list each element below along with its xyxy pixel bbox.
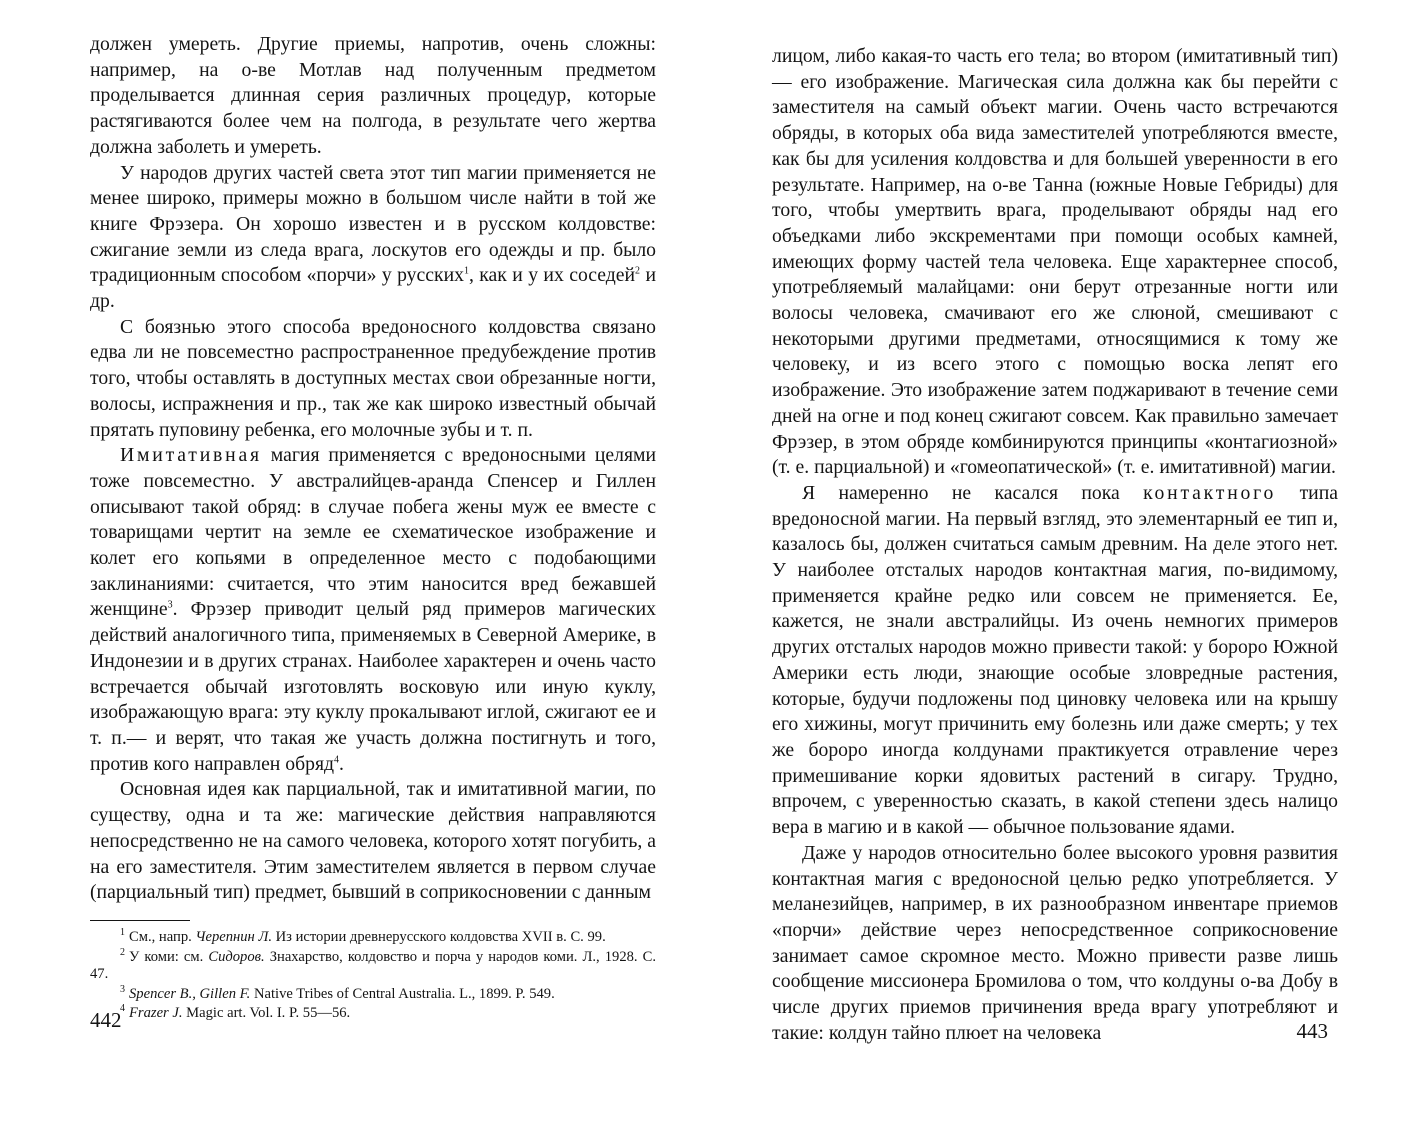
left-page xyxy=(90,0,656,1032)
footnote-ref: 3 xyxy=(167,599,173,611)
spaced-emphasis: контактного xyxy=(1143,481,1277,504)
right-page-number: 443 xyxy=(1296,1019,1328,1043)
footnote-number: 2 xyxy=(120,946,125,958)
footnote xyxy=(90,929,656,947)
text-run: . xyxy=(339,752,344,775)
footnote-ref: 4 xyxy=(334,754,340,766)
paragraph xyxy=(90,777,656,906)
text-run: Даже у народов относительно более высокого уровня развития контактная магия с вредоносной целью редко употребляется. У меланезийцев, например, в их разнообразном инвентаре приемов «порчи» действие через непосредственное соприкосновение занимает самое скромное место. Можно привести разве лишь сообщение миссионера Бромилова о том, что колдуны о-ва Добу в числе других приемов причинения вреда врагу употребляют и такие: колдун тайно плюет на человека xyxy=(772,841,1338,1044)
text-run: Знахарство, колдовство и порча у народов коми. Л., 1928. С. 47. xyxy=(90,948,656,983)
text-run: , как и у их соседей xyxy=(468,264,636,287)
footnote xyxy=(90,946,656,984)
text-run: Я намеренно не касался пока xyxy=(802,481,1144,504)
footnote-ref: 1 xyxy=(463,265,469,277)
footnote-ref: 2 xyxy=(635,265,641,277)
text-run: лицом, либо какая-то часть его тела; во втором (имитативный тип) — его изображение. Магическая сила должна как бы перейти с заместителя на самый объект магии. Очень часто встречаются обряды, в которых оба вида заместителей употребляются вместе, как бы для усиления колдовства и для большей уверенности в его результате. Например, на о-ве Танна (южные Новые Гебриды) для того, чтобы умертвить врага, проделывают обряды над его объедками либо экскрементами при помощи особых камней, имеющих форму частей тела человека. Еще характернее способ, употребляемый малайцами: они берут отрезанные ногти или волосы человека, смачивают его же слюной, смешивают с некоторыми другими предметами, относящимися к тому же человеку, и из всего этого с помощью воска лепят его изображение. Это изображение затем поджаривают в течение семи дней на огне и под конец сжигают совсем. Как правильно замечает Фрэзер, в этом обряде комбинируются принципы «контагиозной» (т. е. парциальной) и «гомеопатической» (т. е. имитативной) магии. xyxy=(772,45,1338,479)
paragraph xyxy=(90,443,656,777)
text-run: У народов других частей света этот тип магии применяется не менее широко, примеры можно в большом числе найти в той же книге Фрэзера. Он хорошо известен и в русском колдовстве: сжигание земли из следа врага, лоскутов его одежды и пр. было традиционным способом «порчи» у русских xyxy=(90,161,656,287)
footnotes xyxy=(90,920,656,1023)
right-page xyxy=(772,0,1338,1046)
left-page-number: 442 xyxy=(90,1008,122,1032)
text-run: типа вредоносной магии. На первый взгляд, это элементарный ее тип и, казалось бы, должен считаться самым древним. На деле этого нет. У наиболее отсталых народов контактная магия, по-видимому, применяется крайне редко или совсем не применяется. Ее, кажется, не знали австралийцы. Из очень немногих примеров других отсталых народов можно привести такой: у бороро Южной Америки есть люди, знающие особые зловредные растения, которые, будучи подложены под циновку человека или на крышу его хижины, могут причинить ему болезнь или даже смерть; у тех же бороро иногда колдунами практикуется отравление через примешивание корки ядовитых растений в сигару. Трудно, впрочем, с уверенностью сказать, в какой степени здесь налицо вера в магию и в какой — обычное пользование ядами. xyxy=(772,481,1338,839)
text-run: магия применяется с вредоносными целями тоже повсеместно. У австралийцев-аранда Спенсер и Гиллен описывают такой обряд: в случае побега жены муж ее вместе с товарищами чертит на земле ее схематическое изображение и колет его копьями в определенное место с подобающими заклинаниями: считается, что этим наносится вред бежавшей женщине xyxy=(90,444,656,621)
italic-author: Spencer B., Gillen F. xyxy=(129,985,251,1002)
paragraph xyxy=(90,315,656,444)
italic-author: Черепнин Л. xyxy=(195,928,272,945)
paragraph xyxy=(772,841,1338,1047)
text-run: Из истории древнерусского колдовства XVII в. С. 99. xyxy=(271,928,606,945)
italic-author: Frazer J. xyxy=(129,1005,183,1022)
footnote xyxy=(90,1005,656,1023)
text-run: У коми: см. xyxy=(129,948,209,965)
text-run: Magic art. Vol. I. P. 55—56. xyxy=(182,1005,351,1022)
text-run: См., напр. xyxy=(129,928,196,945)
text-run: С боязнью этого способа вредоносного колдовства связано едва ли не повсеместно распространенное предубеждение против того, чтобы оставлять в доступных местах свои обрезанные ногти, волосы, испражнения и пр., так же как широко известный обычай прятать пуповину ребенка, его молочные зубы и т. п. xyxy=(90,315,656,441)
right-body-text xyxy=(772,44,1338,1046)
footnote-list xyxy=(90,929,656,1023)
text-run: и др. xyxy=(90,264,656,313)
paragraph xyxy=(90,32,656,161)
paragraph xyxy=(772,481,1338,841)
footnote xyxy=(90,983,656,1004)
text-run: должен умереть. Другие приемы, напротив, очень сложны: например, на о-ве Мотлав над полученным предметом проделывается длинная серия различных процедур, которые растягиваются более чем на полгода, в результате чего жертва должна заболеть и умереть. xyxy=(90,33,656,158)
paragraph xyxy=(772,44,1338,481)
footnote-number: 3 xyxy=(120,983,125,995)
text-run: Native Tribes of Central Australia. L., 1899. P. 549. xyxy=(250,985,555,1002)
text-run: Основная идея как парциальной, так и имитативной магии, по существу, одна и та же: магические действия направляются непосредственно не на самого человека, которого хотят погубить, а на его заместителя. Этим заместителем является в первом случае (парциальный тип) предмет, бывший в соприкосновении с данным xyxy=(90,778,656,904)
footnote-number: 4 xyxy=(120,1003,125,1015)
italic-author: Сидоров. xyxy=(208,948,265,965)
spaced-emphasis: Имитативная xyxy=(120,444,262,467)
footnote-number: 1 xyxy=(120,927,125,939)
paragraph xyxy=(90,161,656,315)
footnote-separator xyxy=(90,920,190,921)
left-body-text xyxy=(90,32,656,906)
text-run: . Фрэзер приводит целый ряд примеров магических действий аналогичного типа, применяемых в Северной Америке, в Индонезии и в других странах. Наиболее характерен и очень часто встречается обычай изготовлять восковую или иную куклу, изображающую врага: эту куклу прокалывают иглой, сжигают ее и т. п.— и верят, что такая же участь должна постигнуть и того, против кого направлен обряд xyxy=(90,598,656,775)
